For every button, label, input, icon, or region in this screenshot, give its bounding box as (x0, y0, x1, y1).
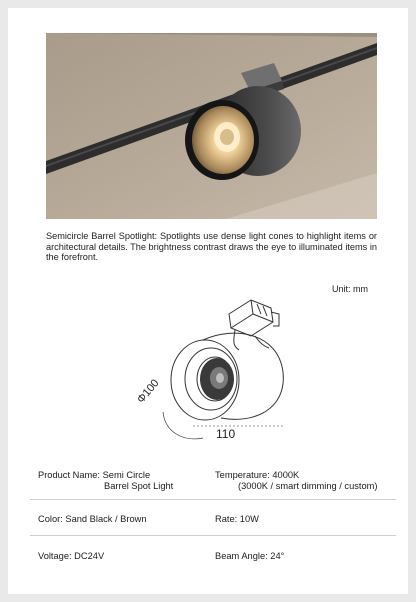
product-description: Semicircle Barrel Spotlight: Spotlights use dense light cones to highlight items or architectural details. The brightness contrast draws the eye to illuminated items in the forefront. (46, 231, 377, 263)
spec-row (30, 536, 396, 576)
rate-cell: Rate: 10W (215, 514, 259, 524)
product-page (8, 8, 408, 594)
length-dimension: 110 (216, 427, 236, 441)
product-name-label: Product Name: (38, 470, 101, 480)
color-cell: Color: Sand Black / Brown (38, 514, 147, 524)
product-name-cell (38, 470, 173, 492)
product-name-line2: Barrel Spot Light (104, 481, 174, 491)
product-name-line1: Semi Circle (102, 470, 151, 480)
spotlight-photo-illustration (46, 33, 377, 219)
temperature-line2: (3000K / smart dimming / custom) (238, 481, 378, 491)
spec-table (30, 460, 396, 576)
beam-angle-cell: Beam Angle: 24° (215, 551, 285, 561)
diameter-dimension: Φ100 (135, 377, 162, 406)
unit-label: Unit: mm (332, 284, 368, 294)
voltage-cell: Voltage: DC24V (38, 551, 105, 561)
temperature-cell (215, 470, 378, 492)
product-photo (46, 33, 377, 219)
temperature-line1: Temperature: 4000K (215, 470, 300, 480)
spec-row (30, 460, 396, 500)
spec-row (30, 500, 396, 536)
